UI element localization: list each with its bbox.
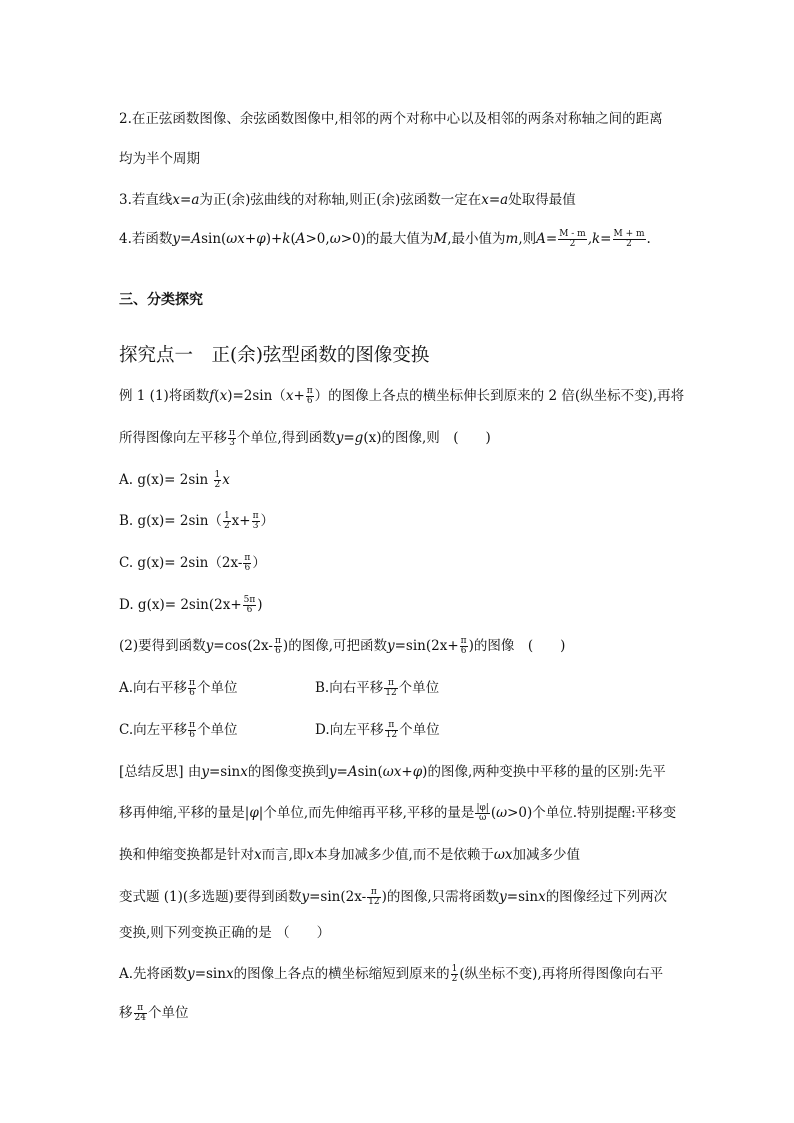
text: )的图像,可把函数 — [282, 638, 387, 654]
text: sin( — [357, 764, 383, 780]
text: 换和伸缩变换都是针对 — [119, 847, 254, 863]
example-1-line-1 — [119, 386, 684, 406]
math: φ — [249, 805, 259, 821]
section-title: 三、分类探究 — [119, 292, 203, 308]
fraction — [460, 637, 468, 656]
math: x — [538, 889, 546, 905]
math: ωx+φ — [382, 764, 423, 780]
fraction — [274, 637, 282, 656]
summary-line-2 — [119, 803, 676, 823]
text: = — [336, 764, 348, 780]
math: y — [328, 764, 337, 780]
fraction — [475, 804, 489, 823]
text: 个单位,得到函数 — [236, 430, 336, 446]
example-1-line-2 — [119, 428, 491, 448]
text: ,则 — [518, 231, 537, 247]
fraction-den: 2 — [451, 974, 458, 984]
text: 个单位 — [147, 1005, 189, 1021]
text: 个单位 — [197, 722, 238, 738]
text: )的图像,只需将函数 — [381, 889, 500, 905]
text: (x)的图像,则 ( ) — [363, 430, 491, 446]
fraction-num: 1 — [223, 511, 230, 521]
math: M — [433, 231, 448, 247]
text: D. g(x)= 2sin(2x+ — [119, 597, 242, 613]
fraction-num: π — [384, 679, 397, 689]
math: f — [209, 388, 215, 404]
math: x — [306, 847, 315, 863]
math: k — [282, 231, 291, 247]
summary-line-1 — [119, 762, 666, 782]
math: A — [347, 764, 358, 780]
text: (纵坐标不变),再将所得图像向右平 — [459, 966, 664, 982]
property-3 — [119, 190, 576, 210]
property-2-line-2 — [119, 149, 200, 169]
option-a-part-2[interactable] — [119, 678, 237, 698]
text: 变式题 (1)(多选题)要得到函数 — [119, 889, 302, 905]
fraction-num: π — [189, 678, 195, 688]
text: ,最小值为 — [447, 231, 506, 247]
text: 个单位 — [399, 722, 440, 738]
math: m — [505, 231, 519, 247]
text: ( — [290, 231, 296, 247]
text: + — [293, 388, 305, 404]
fraction-den: 2 — [626, 239, 632, 249]
fraction-num: M + m — [613, 229, 645, 239]
text: )+ — [265, 231, 283, 247]
variant-option-a-line-2 — [119, 1003, 188, 1023]
fraction — [228, 429, 236, 448]
math: y — [499, 889, 507, 905]
text: 均为半个周期 — [119, 151, 200, 167]
fraction-den: 2 — [223, 521, 230, 531]
text: =sin — [208, 764, 241, 780]
fraction-num: 1 — [214, 470, 221, 480]
text: 为正(余)弦曲线的对称轴,则正(余)弦函数一定在 — [199, 192, 482, 208]
text: A.向右平移 — [119, 680, 188, 696]
text: =sin(2x+ — [394, 638, 459, 654]
fraction-num: π — [189, 720, 196, 730]
text: 3.若直线 — [119, 192, 173, 208]
text: >0, — [305, 231, 330, 247]
example-1-part-2 — [119, 636, 565, 656]
fraction-num: π — [244, 553, 251, 563]
fraction-num: π — [306, 386, 313, 396]
fraction-num: M - m — [559, 229, 586, 239]
fraction — [188, 721, 196, 740]
math: y — [301, 889, 310, 905]
text: ) — [257, 597, 263, 613]
text: 4.若函数 — [119, 231, 173, 247]
fraction — [214, 471, 222, 490]
text: 的图像变换到 — [247, 764, 329, 780]
text: ） — [252, 555, 266, 571]
text: ( — [214, 388, 220, 404]
fraction-num: π — [275, 636, 281, 646]
math: ω — [496, 805, 508, 821]
text: sin( — [201, 231, 227, 247]
summary-line-3 — [119, 845, 580, 865]
text: =sin(2x- — [309, 889, 367, 905]
fraction-den: 6 — [246, 605, 253, 615]
text: B.向右平移 — [315, 680, 384, 696]
math: ωx+φ — [226, 231, 266, 247]
text: =sin — [506, 889, 539, 905]
fraction-den: 2 — [214, 480, 221, 490]
fraction-num: π — [134, 1004, 147, 1014]
math: x=a — [481, 192, 509, 208]
text: 的图像上各点的横坐标缩短到原来的 — [233, 966, 450, 982]
math: ωx — [493, 847, 513, 863]
text: 变换,则下列变换正确的是 （ ） — [119, 925, 331, 941]
fraction — [367, 888, 380, 907]
text: . — [646, 231, 651, 247]
math: ω — [329, 231, 341, 247]
math: y=A — [172, 231, 202, 247]
text: ( — [490, 805, 497, 821]
fraction-den: 12 — [385, 688, 397, 698]
text: (2)要得到函数 — [119, 638, 206, 654]
fraction-den: 6 — [275, 646, 281, 656]
fraction-num: 5π — [243, 595, 256, 605]
fraction — [384, 679, 397, 698]
fraction-den: 12 — [385, 730, 398, 740]
fraction-den: 6 — [189, 730, 195, 740]
option-d[interactable] — [119, 595, 263, 615]
text: 加减多少值 — [512, 847, 580, 863]
text: 个单位 — [196, 680, 238, 696]
text: A. g(x)= 2sin — [119, 472, 213, 488]
fraction-den: ω — [478, 813, 487, 823]
math: x — [219, 388, 228, 404]
text: )的图像,两种变换中平移的量的区别:先平 — [422, 764, 666, 780]
fraction-den: 3 — [229, 438, 235, 448]
text: 的图像经过下列两次 — [545, 889, 668, 905]
text: 处取得最值 — [508, 192, 576, 208]
fraction — [134, 1004, 147, 1023]
math: x — [222, 472, 230, 488]
fraction-den: 6 — [460, 646, 467, 656]
fraction — [252, 512, 260, 531]
fraction-num: 1 — [451, 964, 458, 974]
text: 移 — [119, 1005, 133, 1021]
fraction-num: π — [229, 428, 235, 438]
text: C. g(x)= 2sin（2x- — [119, 555, 243, 571]
option-c-part-2[interactable] — [119, 720, 238, 740]
fraction — [306, 387, 314, 406]
option-a[interactable] — [119, 470, 230, 490]
fraction-den: 2 — [569, 239, 576, 249]
fraction — [558, 230, 587, 249]
property-4 — [119, 229, 651, 249]
math: x — [285, 388, 294, 404]
variant-option-a-line-1[interactable] — [119, 964, 663, 984]
text: B. g(x)= 2sin（ — [119, 513, 222, 529]
exploration-heading: 探究点一 正(余)弦型函数的图像变换 — [119, 345, 430, 366]
text: A.先将函数 — [119, 966, 188, 982]
math: y=g — [335, 430, 364, 446]
math: x — [240, 764, 248, 780]
fraction-num: |φ| — [476, 803, 489, 813]
fraction — [243, 554, 251, 573]
text: 移再伸缩,平移的量是| — [119, 805, 250, 821]
text: >0)的最大值为 — [340, 231, 434, 247]
math: y — [386, 638, 395, 654]
fraction — [223, 512, 231, 531]
text: 而言,即 — [261, 847, 307, 863]
fraction — [613, 230, 646, 249]
option-b-part-2[interactable] — [315, 678, 439, 698]
text: 所得图像向左平移 — [119, 430, 227, 446]
text: |个单位,而先伸缩再平移,平移的量是 — [258, 805, 475, 821]
text: 例 1 (1)将函数 — [119, 388, 210, 404]
fraction-num: π — [460, 636, 467, 646]
variant-line-2 — [119, 923, 330, 943]
text: x+ — [231, 513, 251, 529]
text: )=2sin（ — [227, 388, 286, 404]
math: x — [225, 966, 234, 982]
text: =cos(2x- — [213, 638, 273, 654]
fraction-den: 3 — [252, 521, 259, 531]
math: y — [201, 764, 209, 780]
math: A= — [536, 231, 558, 247]
fraction — [385, 721, 398, 740]
math: y — [205, 638, 214, 654]
math: ,k= — [587, 231, 612, 247]
variant-line-1 — [119, 887, 667, 907]
fraction-den: 24 — [134, 1013, 146, 1023]
fraction-num: π — [252, 511, 259, 521]
text: [总结反思] 由 — [119, 764, 202, 780]
text: D.向左平移 — [315, 722, 384, 738]
option-b[interactable] — [119, 511, 274, 531]
text: >0)个单位.特别提醒:平移变 — [507, 805, 677, 821]
text: C.向左平移 — [119, 722, 188, 738]
text: ） — [260, 513, 275, 529]
fraction — [243, 596, 257, 615]
text: )的图像 ( ) — [468, 638, 566, 654]
property-2-line-1 — [119, 109, 663, 129]
text: ）的图像上各点的横坐标伸长到原来的 2 倍(纵坐标不变),再将 — [314, 388, 685, 404]
option-d-part-2[interactable] — [315, 720, 440, 740]
text: 个单位 — [398, 680, 440, 696]
fraction-num: π — [385, 721, 398, 731]
text: 本身加减多少值,而不是依赖于 — [314, 847, 494, 863]
fraction-den: 6 — [306, 396, 313, 406]
fraction-den: 6 — [189, 688, 195, 698]
math: A — [295, 231, 306, 247]
fraction-den: 12 — [368, 897, 380, 907]
text: 2.在正弦函数图像、余弦函数图像中,相邻的两个对称中心以及相邻的两条对称轴之间的距离 — [119, 111, 663, 127]
fraction-num: π — [367, 888, 380, 898]
math: y — [187, 966, 195, 982]
math: x — [254, 847, 262, 863]
text: =sin — [194, 966, 226, 982]
math: x=a — [172, 192, 200, 208]
fraction-den: 6 — [244, 563, 251, 573]
option-c[interactable] — [119, 553, 266, 573]
fraction — [451, 965, 459, 984]
fraction — [188, 679, 196, 698]
